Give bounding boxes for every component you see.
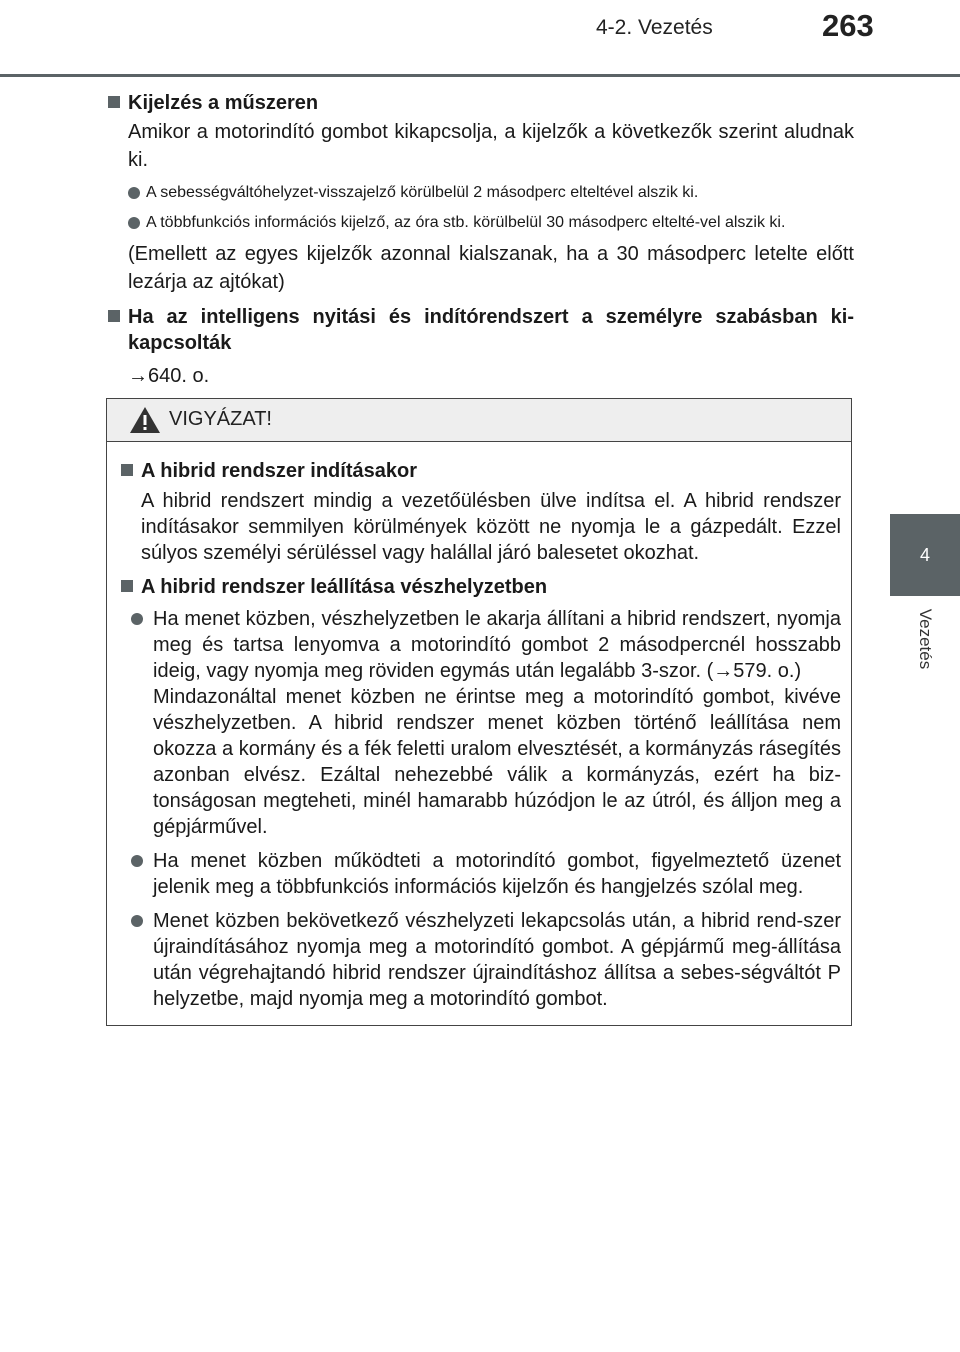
list-item (128, 212, 854, 234)
warning-list-item (131, 848, 841, 900)
warning-body (107, 442, 851, 1012)
warning-list-text: Menet közben bekövetkező vészhelyzeti lekapcsolás után, a hibrid rend-szer újraindításához nyomja meg a motorindító gombot. A gépjármű meg-állítása után végrehajtandó hibrid rendszer újraindításhoz állítsa a sebes-ségváltót P helyzetbe, majd nyomja meg a motorindító gombot. (153, 910, 841, 1010)
circle-bullet-icon (131, 613, 143, 625)
chapter-tab: 4 (890, 514, 960, 596)
warning-box (106, 398, 852, 1026)
section-title: 4-2. Vezetés (596, 16, 713, 39)
list-item-text: A többfunkciós információs kijelző, az óra stb. körülbelül 30 másodperc eltelté-vel alszik ki. (146, 214, 786, 231)
warning-heading (121, 574, 841, 600)
warning-triangle-icon (129, 405, 161, 435)
section-heading-text: Ha az intelligens nyitási és indítórendszert a személyre szabásban ki-kapcsolták (128, 306, 854, 354)
section-heading (108, 90, 854, 116)
list-item (128, 182, 854, 204)
warning-list-item (131, 908, 841, 1012)
square-bullet-icon (108, 96, 120, 108)
warning-paragraph: A hibrid rendszert mindig a vezetőülésben ülve indítsa el. A hibrid rendszer indításakor semmilyen körülmények között ne nyomja le a gázpedált. Ezzel súlyos személyi sérüléssel vagy halállal járó balesetet okozhat. (141, 490, 841, 564)
warning-header (107, 399, 851, 442)
page-number: 263 (822, 8, 874, 43)
warning-title: VIGYÁZAT! (169, 408, 272, 430)
chapter-label-text: Vezetés (916, 608, 935, 670)
section-heading-text: Kijelzés a műszeren (128, 92, 319, 114)
warning-heading-text: A hibrid rendszer leállítása vészhelyzetben (141, 576, 548, 598)
chapter-label (890, 596, 960, 682)
warning-heading-text: A hibrid rendszer indításakor (141, 460, 417, 482)
square-bullet-icon (121, 580, 133, 592)
warning-list-text: Ha menet közben, vészhelyzetben le akarja állítani a hibrid rendszert, nyomja meg és tartsa lenyomva a motorindító gombot 2 másodpercnél hosszabb ideig, vagy nyomja meg röviden egymás után legalább 3-szor. (→579. o.) (153, 608, 841, 682)
section-heading (108, 304, 854, 356)
circle-bullet-icon (131, 855, 143, 867)
warning-list-item (131, 606, 841, 840)
circle-bullet-icon (131, 915, 143, 927)
paragraph-note: (Emellett az egyes kijelzők azonnal kialszanak, ha a 30 másodperc letelte előtt lezárja az ajtókat) (128, 243, 854, 293)
warning-list-text: Mindazonáltal menet közben ne érintse meg a motorindító gombot, kivéve vészhelyzetben. A hibrid rendszer menet közben történő leállítása nem okozza a kormány és a fék feletti uralom elvesztését, a kormányzás rásegítés azonban elvész. Ezáltal nehezebbé válik a kormányzás, ezért ha biz-tonságosan megteheti, minél hamarabb húzódjon le az útról, és álljon meg a gépjárművel. (153, 686, 841, 838)
header-rule (0, 74, 960, 77)
list-item-text: A sebességváltóhelyzet-visszajelző körülbelül 2 másodperc elteltével alszik ki. (146, 184, 699, 201)
circle-bullet-icon (128, 217, 140, 229)
page-reference: →640. o. (128, 365, 210, 387)
main-content (108, 90, 854, 390)
square-bullet-icon (121, 464, 133, 476)
paragraph: Amikor a motorindító gombot kikapcsolja, a kijelzők a következők szerint aludnak ki. (128, 121, 854, 171)
warning-heading (121, 458, 841, 484)
page-header (0, 0, 960, 78)
circle-bullet-icon (128, 187, 140, 199)
warning-list-text: Ha menet közben működteti a motorindító gombot, figyelmeztető üzenet jelenik meg a többfunkciós információs kijelzőn és hangjelzés szólal meg. (153, 850, 841, 898)
square-bullet-icon (108, 310, 120, 322)
